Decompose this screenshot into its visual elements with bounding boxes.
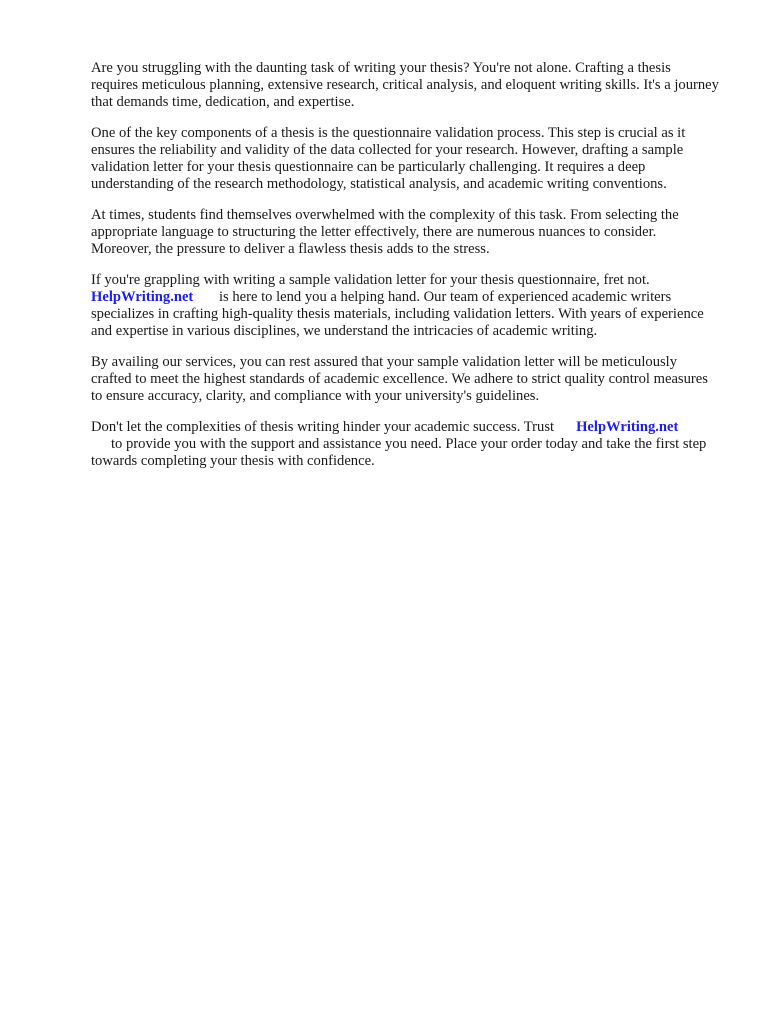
paragraph-services: By availing our services, you can rest assured that your sample validation letter will be meticulously crafted to meet the highest standards of academic excellence. We adhere to strict quality control measures to ensure accuracy, clarity, and compliance with your university's guidelines.: [91, 354, 708, 404]
paragraph-intro: Are you struggling with the daunting task of writing your thesis? You're not alone. Crafting a thesis requires meticulous planning, extensive research, critical analysis, and eloquent writing skills. It's a journey that demands time, dedication, and expertise.: [91, 60, 719, 110]
helpwriting-link-2[interactable]: HelpWriting.net: [576, 419, 679, 435]
paragraph-closing-text-1: Don't let the complexities of thesis writing hinder your academic success. Trust: [91, 419, 555, 435]
paragraph-closing: [91, 419, 719, 470]
helpwriting-link-1[interactable]: HelpWriting.net: [91, 289, 194, 305]
paragraph-closing-text-2: to provide you with the support and assistance you need. Place your order today and take the first step towards completing your thesis with confidence.: [91, 436, 707, 469]
paragraph-complexity: At times, students find themselves overwhelmed with the complexity of this task. From selecting the appropriate language to structuring the letter effectively, there are numerous nuances to consider. Moreover, the pressure to deliver a flawless thesis adds to the stress.: [91, 207, 679, 257]
paragraph-help-offer: [91, 272, 719, 340]
document-body: [91, 60, 719, 484]
paragraph-validation: One of the key components of a thesis is the questionnaire validation process. This step is crucial as it ensures the reliability and validity of the data collected for your research. However, drafting a sample validation letter for your thesis questionnaire can be particularly challenging. It requires a deep understanding of the research methodology, statistical analysis, and academic writing conventions.: [91, 125, 686, 192]
paragraph-help-offer-text-2: is here to lend you a helping hand. Our team of experienced academic writers specializes in crafting high-quality thesis materials, including validation letters. With years of experience and expertise in various disciplines, we understand the intricacies of academic writing.: [91, 289, 704, 339]
paragraph-help-offer-text-1: If you're grappling with writing a sample validation letter for your thesis questionnaire, fret not.: [91, 272, 650, 288]
